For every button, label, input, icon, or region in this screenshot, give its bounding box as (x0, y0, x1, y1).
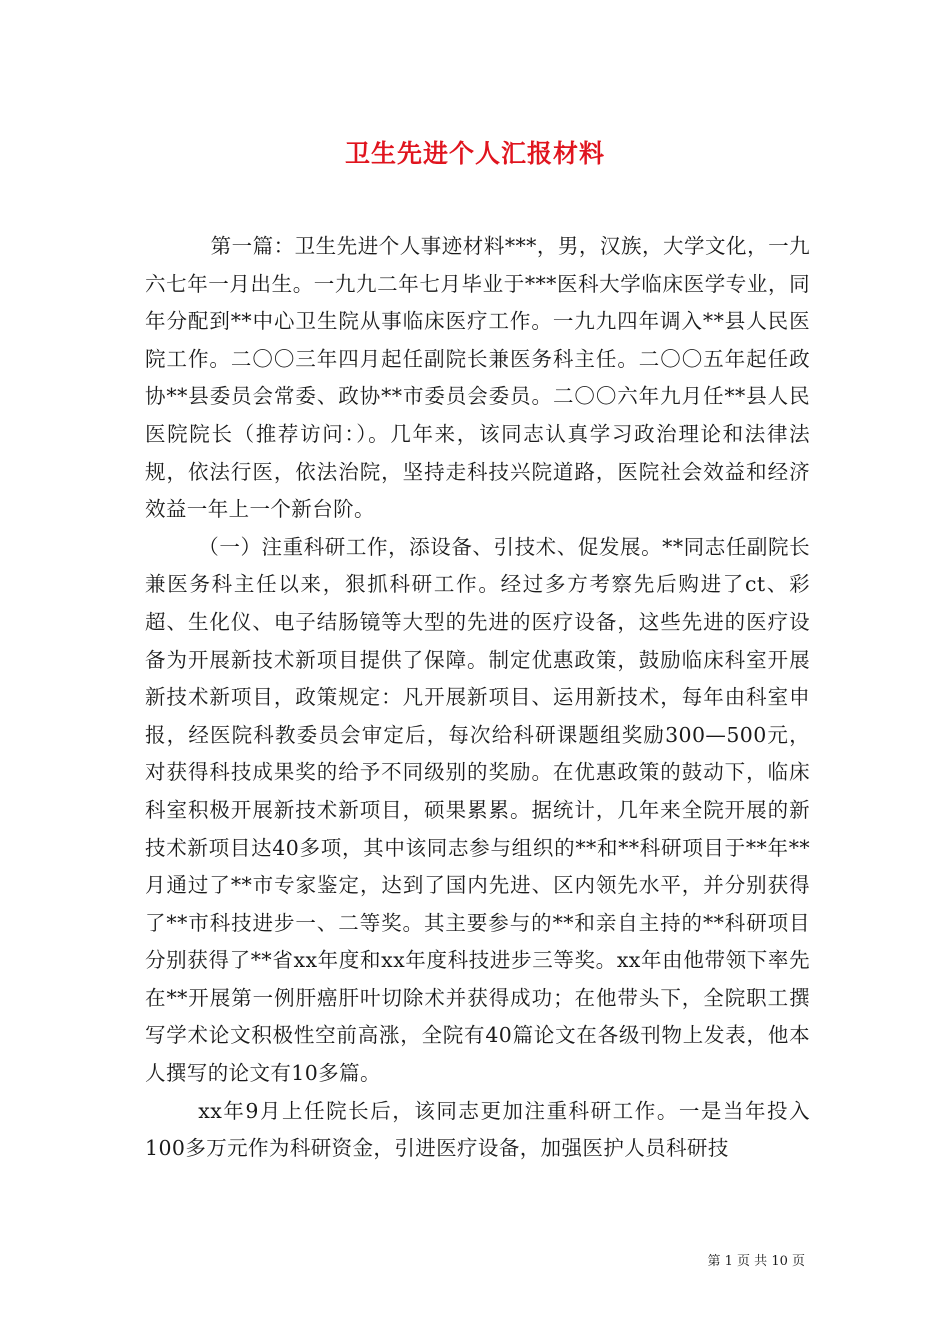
paragraph-2: （一）注重科研工作，添设备、引技术、促发展。**同志任副院长兼医务科主任以来，狠抓科研工作。经过多方考察先后购进了ct、彩超、生化仪、电子结肠镜等大型的先进的医疗设备，这些先进的医疗设备为开展新技术新项目提供了保障。制定优惠政策，鼓励临床科室开展新技术新项目，政策规定：凡开展新项目、运用新技术，每年由科室申报，经医院科教委员会审定后，每次给科研课题组奖励300—500元，对获得科技成果奖的给予不同级别的奖励。在优惠政策的鼓动下，临床科室积极开展新技术新项目，硕果累累。据统计，几年来全院开展的新技术新项目达40多项，其中该同志参与组织的**和**科研项目于**年**月通过了**市专家鉴定，达到了国内先进、区内领先水平，并分别获得了**市科技进步一、二等奖。其主要参与的**和亲自主持的**科研项目分别获得了**省xx年度和xx年度科技进步三等奖。xx年由他带领下率先在**开展第一例肝癌肝叶切除术并获得成功；在他带头下，全院职工撰写学术论文积极性空前高涨，全院有40篇论文在各级刊物上发表，他本人撰写的论文有10多篇。 (145, 534, 810, 1086)
document-body (145, 228, 810, 1168)
paragraph-1: 第一篇：卫生先进个人事迹材料***，男，汉族，大学文化，一九六七年一月出生。一九九二年七月毕业于***医科大学临床医学专业，同年分配到**中心卫生院从事临床医疗工作。一九九四年调入**县人民医院工作。二〇〇三年四月起任副院长兼医务科主任。二〇〇五年起任政协**县委员会常委、政协**市委员会委员。二〇〇六年九月任**县人民医院院长（推荐访问：）。几年来，该同志认真学习政治理论和法律法规，依法行医，依法治院，坚持走科技兴院道路，医院社会效益和经济效益一年上一个新台阶。 (145, 234, 810, 522)
page-number-footer: 第 1 页 共 10 页 (707, 1254, 805, 1269)
document-title: 卫生先进个人汇报材料 (344, 139, 605, 168)
paragraph-3: xx年9月上任院长后，该同志更加注重科研工作。一是当年投入100多万元作为科研资金，引进医疗设备，加强医护人员科研技 (145, 1098, 810, 1161)
